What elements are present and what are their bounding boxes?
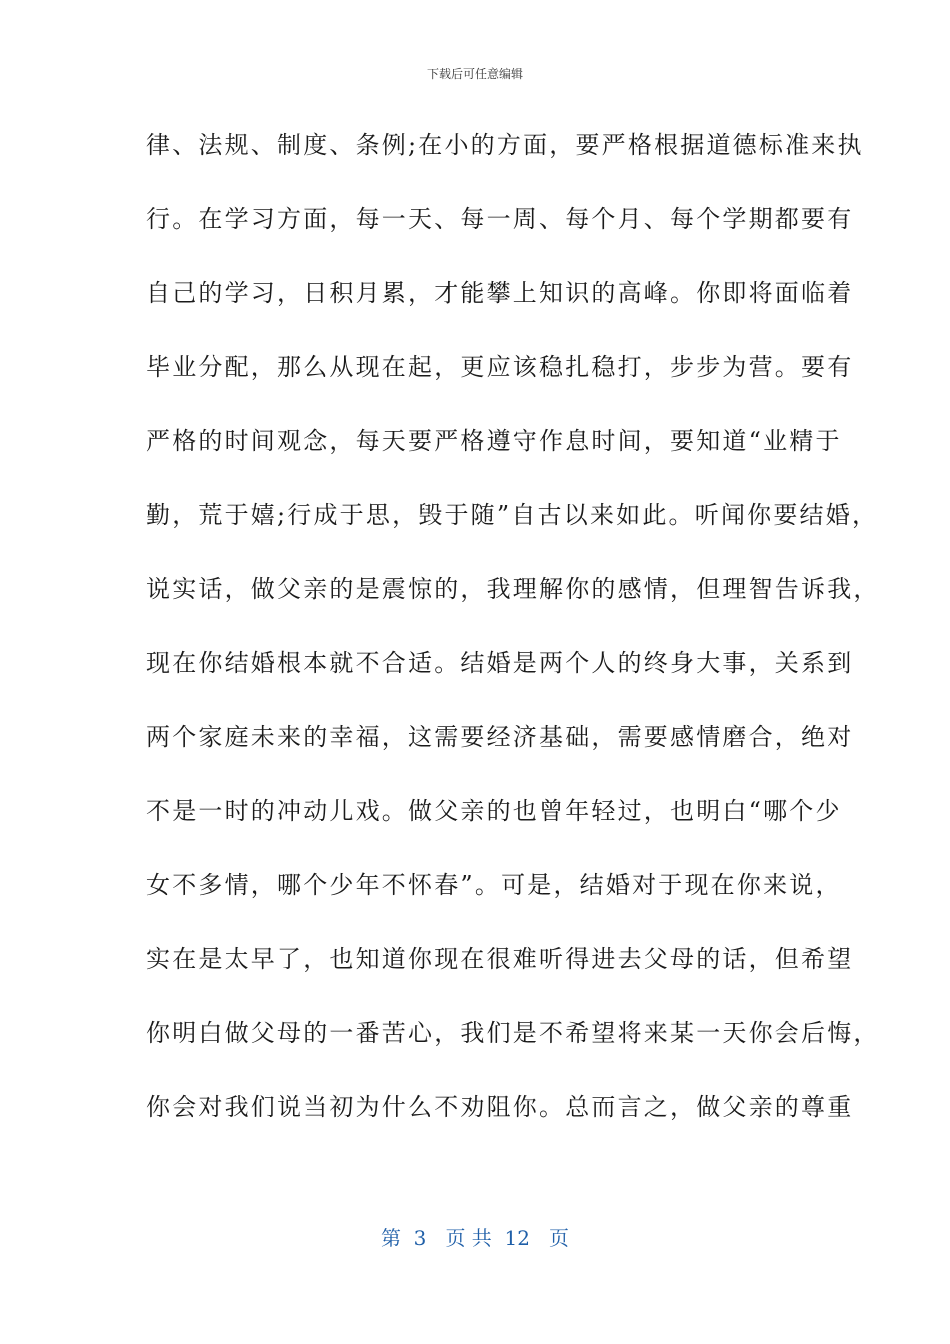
text-line: 自己的学习，日积月累，才能攀上知识的高峰。你即将面临着 bbox=[146, 279, 854, 307]
text-line: 不是一时的冲动儿戏。做父亲的也曾年轻过，也明白“哪个少 bbox=[146, 797, 842, 825]
text-line: 实在是太早了，也知道你现在很难听得进去父母的话，但希望 bbox=[146, 945, 854, 973]
text-line: 毕业分配，那么从现在起，更应该稳扎稳打，步步为营。要有 bbox=[146, 353, 854, 381]
page-header: 下载后可任意编辑 bbox=[426, 67, 523, 81]
text-line: 女不多情，哪个少年不怀春”。可是，结婚对于现在你来说， bbox=[146, 871, 842, 899]
text-line: 说实话，做父亲的是震惊的，我理解你的感情，但理智告诉我， bbox=[146, 575, 880, 603]
page-number: 第 3 页 共 12 页 bbox=[380, 1226, 570, 1250]
text-line: 现在你结婚根本就不合适。结婚是两个人的终身大事，关系到 bbox=[146, 649, 854, 677]
text-line: 严格的时间观念，每天要严格遵守作息时间，要知道“业精于 bbox=[146, 427, 842, 455]
text-line: 勤，荒于嬉;行成于思，毁于随”自古以来如此。听闻你要结婚， bbox=[146, 501, 879, 529]
document-body bbox=[146, 125, 880, 1161]
text-line: 你明白做父母的一番苦心，我们是不希望将来某一天你会后悔， bbox=[146, 1019, 880, 1047]
text-line: 两个家庭未来的幸福，这需要经济基础，需要感情磨合，绝对 bbox=[146, 723, 854, 751]
text-line: 律、法规、制度、条例;在小的方面，要严格根据道德标准来执 bbox=[146, 131, 864, 159]
text-line: 你会对我们说当初为什么不劝阻你。总而言之，做父亲的尊重 bbox=[146, 1093, 854, 1121]
text-line: 行。在学习方面，每一天、每一周、每个月、每个学期都要有 bbox=[146, 205, 854, 233]
